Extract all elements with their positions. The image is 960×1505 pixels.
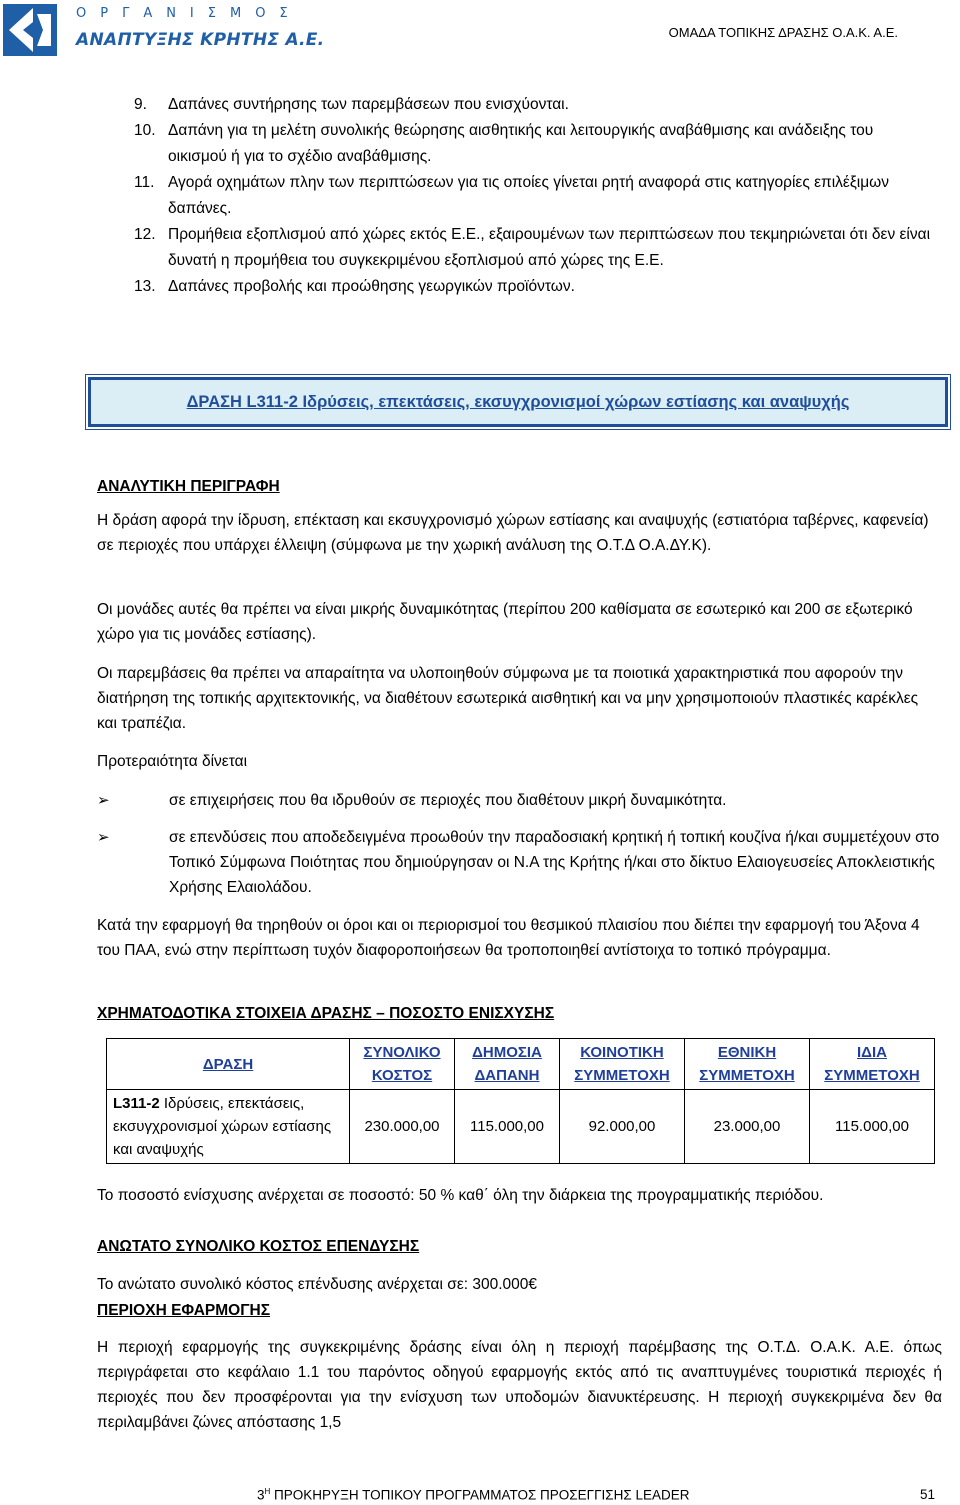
area-text: Η περιοχή εφαρμογής της συγκεκριμένης δράσης είναι όλη η περιοχή παρέμβασης της Ο.Τ.Δ. Ο.Α.Κ. Α.Ε. όπως περιγράφεται στο κεφάλαιο 1.1 του παρόντος οδηγού εφαρμογής εκτός από τις αναπτυγμένες τουριστικά περιοχές ή περιοχές που δεν προσφέρονται για την ενίσχυση των υποδομών διανυκτέρευσης. Η περιοχή συγκεκριμένα δεν θα περιλαμβάνει ζώνες απόστασης 1,5 — [97, 1339, 942, 1431]
list-item-text: Αγορά οχημάτων πλην των περιπτώσεων για τις οποίες γίνεται ρητή αναφορά στις κατηγορίες επιλέξιμων δαπάνες. — [168, 174, 889, 217]
list-item-number: 9. — [134, 96, 147, 113]
priority-list — [97, 788, 942, 912]
list-item-number: 10. — [134, 122, 156, 139]
action-name: Ιδρύσεις, επεκτάσεις, εκσυγχρονισμοί χώρων εστίασης και αναψυχής — [113, 1095, 332, 1158]
list-item — [97, 788, 942, 813]
column-header: ΙΔΙΑ ΣΥΜΜΕΤΟΧΗ — [810, 1039, 935, 1090]
table-row — [107, 1090, 935, 1164]
column-header: ΚΟΙΝΟΤΙΚΗ ΣΥΜΜΕΤΟΧΗ — [560, 1039, 685, 1090]
action-code: L311-2 — [113, 1095, 160, 1112]
action-cell — [107, 1090, 350, 1164]
list-item — [134, 274, 934, 300]
action-title: ΔΡΑΣΗ L311-2 Ιδρύσεις, επεκτάσεις, εκσυγχρονισμοί χώρων εστίασης και αναψυχής — [186, 392, 850, 411]
bullet-text: σε επιχειρήσεις που θα ιδρυθούν σε περιοχές που διαθέτουν μικρή δυναμικότητα. — [169, 792, 727, 809]
private-contribution-cell: 115.000,00 — [810, 1090, 935, 1164]
list-item-number: 11. — [134, 174, 155, 191]
footer-ordinal: 3 — [257, 1487, 265, 1503]
page-number: 51 — [920, 1487, 936, 1502]
section-heading: ΧΡΗΜΑΤΟΔΟΤΙΚΑ ΣΤΟΙΧΕΙΑ ΔΡΑΣΗΣ – ΠΟΣΟΣΤΟ ΕΝΙΣΧΥΣΗΣ — [97, 1005, 555, 1022]
description-paragraph-4: Κατά την εφαρμογή θα τηρηθούν οι όροι και οι περιορισμοί του θεσμικού πλαισίου που διέπει την εφαρμογή του Άξονα 4 του ΠΑΑ, ενώ στην περίπτωση τυχόν διαφοροποιήσεων θα τροποποιηθεί αντίστοιχα το τοπικό πρόγραμμα. — [97, 917, 920, 959]
arrow-bullet-icon: ➢ — [97, 792, 110, 809]
footer-title-text: ΠΡΟΚΗΡΥΞΗ ΤΟΠΙΚΟΥ ΠΡΟΓΡΑΜΜΑΤΟΣ ΠΡΟΣΕΓΓΙΣΗΣ LEADER — [270, 1487, 690, 1503]
total-cost-cell: 230.000,00 — [350, 1090, 455, 1164]
description-paragraph-3: Οι παρεμβάσεις θα πρέπει να απαραίτητα να υλοποιηθούν σύμφωνα με τα ποιοτικά χαρακτηριστικά που αφορούν την διατήρηση της τοπικής αρχιτεκτονικής, να διαθέτουν εσωτερικά αισθητική και να μην χρησιμοποιούν πλαστικές καρέκλες και τραπέζια. — [97, 665, 919, 732]
area-heading-row — [97, 1298, 942, 1323]
list-item-text: Δαπάνες συντήρησης των παρεμβάσεων που ενισχύονται. — [168, 96, 569, 113]
list-item-number: 13. — [134, 278, 156, 295]
column-header: ΔΡΑΣΗ — [107, 1039, 350, 1090]
arrow-bullet-icon: ➢ — [97, 829, 110, 846]
footer-title — [257, 1487, 690, 1503]
financial-heading-row — [97, 1001, 942, 1026]
list-item — [134, 118, 934, 170]
list-item-text: Δαπάνες προβολής και προώθησης γεωργικών προϊόντων. — [168, 278, 575, 295]
description-heading — [97, 474, 942, 499]
list-item-text: Προμήθεια εξοπλισμού από χώρες εκτός Ε.Ε., εξαιρουμένων των περιπτώσεων που τεκμηριώνεται ότι δεν είναι δυνατή η προμήθεια του συγκεκριμένου εξοπλισμού από χώρες της Ε.Ε. — [168, 226, 931, 269]
section-heading: ΑΝΩΤΑΤΟ ΣΥΝΟΛΙΚΟ ΚΟΣΤΟΣ ΕΠΕΝΔΥΣΗΣ — [97, 1238, 420, 1255]
list-item-text: Δαπάνη για τη μελέτη συνολικής θεώρησης αισθητικής και λειτουργικής αναβάθμισης και ανάδειξης του οικισμού ή για το σχέδιο αναβάθμισης. — [168, 122, 874, 165]
financial-table — [106, 1038, 935, 1164]
support-rate-text: Το ποσοστό ενίσχυσης ανέρχεται σε ποσοστό: 50 % καθ΄ όλη την διάρκεια της προγραμματικής περιόδου. — [97, 1187, 824, 1204]
description-paragraph-2: Οι μονάδες αυτές θα πρέπει να είναι μικρής δυναμικότητας (περίπου 200 καθίσματα σε εσωτερικό και 200 σε εξωτερικό χώρο για τις μονάδες εστίασης). — [97, 601, 913, 643]
list-item — [134, 222, 934, 274]
section-heading: ΠΕΡΙΟΧΗ ΕΦΑΡΜΟΓΗΣ — [97, 1302, 271, 1319]
public-expenditure-cell: 115.000,00 — [455, 1090, 560, 1164]
list-item-number: 12. — [134, 226, 156, 243]
section-heading: ΑΝΑΛΥΤΙΚΗ ΠΕΡΙΓΡΑΦΗ — [97, 478, 280, 495]
max-cost-heading-row — [97, 1234, 942, 1259]
bullet-text: σε επενδύσεις που αποδεδειγμένα προωθούν την παραδοσιακή κρητική ή τοπική κουζίνα ή/και συμμετέχουν στο Τοπικό Σύμφωνα Ποιότητας που δημιούργησαν οι Ν.Α της Κρήτης ή/και στο δίκτυο Ελαιογευσείες Αποκλειστικής Χρήσης Ελαιολάδου. — [169, 829, 940, 896]
table-header-row — [107, 1039, 935, 1090]
column-header: ΔΗΜΟΣΙΑ ΔΑΠΑΝΗ — [455, 1039, 560, 1090]
list-item — [97, 825, 942, 900]
footer-ordinal-sup: Η — [264, 1487, 271, 1496]
column-header: ΣΥΝΟΛΙΚΟ ΚΟΣΤΟΣ — [350, 1039, 455, 1090]
org-name-line2: ΑΝΑΠΤΥΞΗΣ ΚΡΗΤΗΣ Α.Ε. — [76, 30, 325, 50]
national-contribution-cell: 23.000,00 — [685, 1090, 810, 1164]
priority-intro: Προτεραιότητα δίνεται — [97, 753, 248, 770]
description-paragraph-1: Η δράση αφορά την ίδρυση, επέκταση και εκσυγχρονισμό χώρων εστίασης και αναψυχής (εστιατόρια ταβέρνες, καφενεία) σε περιοχές που υπάρχει έλλειψη (σύμφωνα με την χωρική ανάλυση της Ο.Τ.Δ Ο.Α.ΔΥ.Κ). — [97, 512, 929, 554]
action-title-box — [88, 377, 948, 427]
list-item — [134, 92, 934, 118]
eligible-costs-list — [134, 92, 934, 300]
organization-logo — [3, 4, 57, 56]
community-contribution-cell: 92.000,00 — [560, 1090, 685, 1164]
column-header: ΕΘΝΙΚΗ ΣΥΜΜΕΤΟΧΗ — [685, 1039, 810, 1090]
org-name-line1: ΟΡΓΑΝΙΣΜΟΣ — [76, 6, 302, 21]
header-lag-name: ΟΜΑΔΑ ΤΟΠΙΚΗΣ ΔΡΑΣΗΣ Ο.Α.Κ. Α.Ε. — [668, 25, 898, 40]
max-cost-text: Το ανώτατο συνολικό κόστος επένδυσης ανέρχεται σε: 300.000€ — [97, 1276, 537, 1293]
list-item — [134, 170, 934, 222]
